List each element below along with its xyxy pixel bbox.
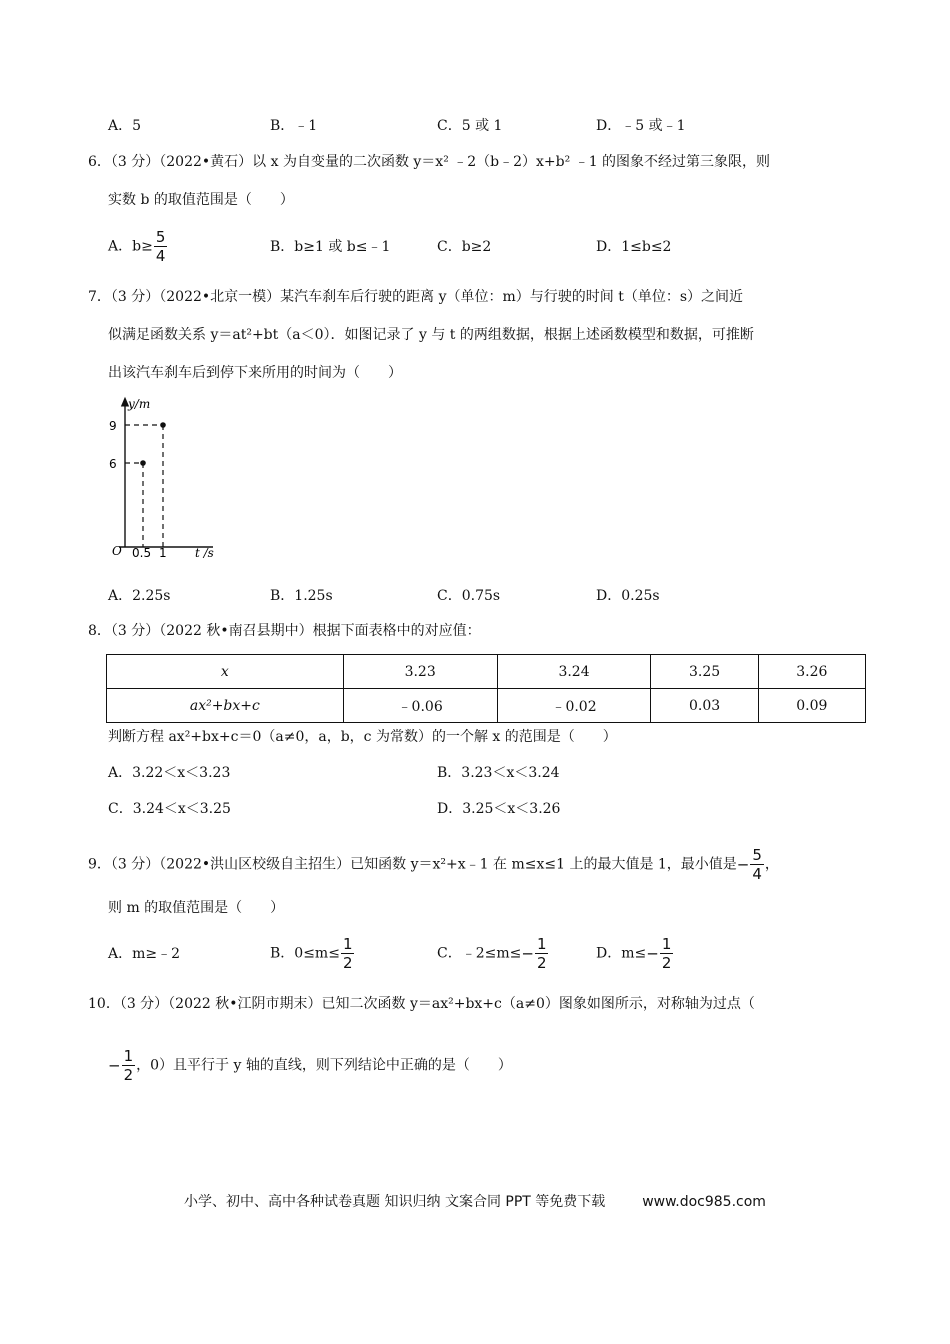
table-cell: 3.24 <box>497 655 651 689</box>
q9-option-c <box>437 935 549 972</box>
fraction-numerator: 5 <box>752 846 762 864</box>
table-cell: x <box>107 655 344 689</box>
fraction-denominator: 2 <box>123 1066 134 1084</box>
q8-value-table <box>106 654 866 723</box>
q9-stem-fraction <box>750 846 764 883</box>
q9-option-a: A．m≥﹣2 <box>108 946 181 962</box>
q9-option-d-prefix: D．m≤ <box>596 945 647 962</box>
q6-option-c: C．b≥2 <box>437 239 492 255</box>
q8-stem-line1: 8．（3 分）（2022 秋•南召县期中）根据下面表格中的对应值： <box>88 623 481 639</box>
point-1-9 <box>160 422 166 428</box>
q6-option-a-prefix: A．b≥ <box>108 238 153 255</box>
minus-sign: − <box>736 855 750 874</box>
table-row <box>107 689 866 723</box>
q10-stem-fraction <box>122 1047 136 1084</box>
q9-stem-line1: 9．（3 分）（2022•洪山区校级自主招生）已知函数 y＝x²+x﹣1 在 m≤x≤1 上的最大值是 1，最小值是− $\frac{5}{4}$ ， <box>88 846 779 883</box>
q7-stem-line2: 似满足函数关系 y＝at²+bt（a＜0）．如图记录了 y 与 t 的两组数据，根据上述函数模型和数据，可推断 <box>108 327 754 343</box>
q9-option-b <box>270 935 355 972</box>
q7-option-d: D．0.25s <box>596 588 660 604</box>
q5-option-d: D．﹣5 或﹣1 <box>596 118 686 134</box>
minus-sign: − <box>646 944 659 963</box>
q5-option-c: C．5 或 1 <box>437 118 503 134</box>
q9-option-b-fraction <box>341 935 355 972</box>
table-cell: 0.03 <box>651 689 758 723</box>
point-05-6 <box>140 460 146 466</box>
q8-option-b: B．3.23＜x＜3.24 <box>437 765 560 781</box>
q9-option-c-fraction <box>535 935 549 972</box>
fraction-numerator: 1 <box>342 935 353 953</box>
fraction-denominator: 2 <box>536 954 547 972</box>
q6-stem-line1: 6．（3 分）（2022•黄石）以 x 为自变量的二次函数 y＝x² ﹣2（b﹣2）x+b² ﹣1 的图象不经过第三象限，则 <box>88 154 771 170</box>
q9-option-c-prefix: C．﹣2≤m≤ <box>437 945 522 962</box>
q8-stem-line2: 判断方程 ax²+bx+c＝0（a≠0，a，b，c 为常数）的一个解 x 的范围是（ ） <box>108 729 617 745</box>
q6-stem-line2: 实数 b 的取值范围是（ ） <box>108 192 294 208</box>
q7-option-a: A．2.25s <box>108 588 171 604</box>
q7-graph <box>105 393 225 563</box>
q5-option-a: A．5 <box>108 118 142 134</box>
q6-option-b: B．b≥1 或 b≤﹣1 <box>270 239 391 255</box>
q10-stem-text: ，0）且平行于 y 轴的直线，则下列结论中正确的是（ ） <box>136 1057 512 1074</box>
table-cell: ax²+bx+c <box>107 689 344 723</box>
x-tick-1: 1 <box>159 546 167 560</box>
x-tick-05: 0.5 <box>132 546 152 560</box>
q6-option-d: D．1≤b≤2 <box>596 239 672 255</box>
footer-text: 小学、初中、高中各种试卷真题 知识归纳 文案合同 PPT 等免费下载 <box>184 1194 606 1210</box>
q9-stem-text: 9．（3 分）（2022•洪山区校级自主招生）已知函数 y＝x²+x﹣1 在 m≤x≤1 上的最大值是 1，最小值是 <box>88 856 737 873</box>
q9-option-b-prefix: B．0≤m≤ <box>270 945 340 962</box>
table-cell: ﹣0.06 <box>343 689 497 723</box>
q5-option-b: B．﹣1 <box>270 118 318 134</box>
footer-url[interactable]: www.doc985.com <box>642 1194 766 1210</box>
q9-option-d-fraction <box>660 935 674 972</box>
table-cell: 3.23 <box>343 655 497 689</box>
x-axis-label: t /s <box>195 546 214 560</box>
q7-stem-line3: 出该汽车刹车后到停下来所用的时间为（ ） <box>108 365 402 381</box>
y-axis-label: y/m <box>128 397 151 411</box>
q7-stem-line1: 7．（3 分）（2022•北京一模）某汽车刹车后行驶的距离 y（单位：m）与行驶的时间 t（单位：s）之间近 <box>88 289 744 305</box>
q7-option-b: B．1.25s <box>270 588 333 604</box>
q10-stem-line2 <box>108 1047 512 1084</box>
q8-option-c: C．3.24＜x＜3.25 <box>108 801 231 817</box>
fraction-denominator: 2 <box>661 954 672 972</box>
q7-option-c: C．0.75s <box>437 588 501 604</box>
fraction-denominator: 2 <box>342 954 353 972</box>
origin-label: O <box>112 544 122 558</box>
q6-option-a-fraction <box>154 228 168 265</box>
q9-stem-line2: 则 m 的取值范围是（ ） <box>108 900 285 916</box>
fraction-numerator: 1 <box>536 935 547 953</box>
y-tick-6: 6 <box>109 457 117 471</box>
minus-sign: − <box>521 944 534 963</box>
fraction-numerator: 5 <box>155 228 166 246</box>
q9-option-d <box>596 935 674 972</box>
fraction-denominator: 4 <box>155 247 166 265</box>
fraction-denominator: 4 <box>752 865 762 883</box>
table-row <box>107 655 866 689</box>
q8-option-d: D．3.25＜x＜3.26 <box>437 801 561 817</box>
q8-option-a: A．3.22＜x＜3.23 <box>108 765 231 781</box>
fraction-numerator: 1 <box>661 935 672 953</box>
page-footer <box>0 1191 950 1211</box>
table-cell: 3.25 <box>651 655 758 689</box>
minus-sign: − <box>108 1056 121 1075</box>
table-cell: ﹣0.02 <box>497 689 651 723</box>
table-cell: 0.09 <box>758 689 865 723</box>
q10-stem-line1: 10．（3 分）（2022 秋•江阴市期末）已知二次函数 y＝ax²+bx+c（a≠0）图象如图所示，对称轴为过点（ <box>88 996 755 1012</box>
q6-option-a <box>108 228 168 265</box>
table-cell: 3.26 <box>758 655 865 689</box>
y-tick-9: 9 <box>109 419 117 433</box>
fraction-numerator: 1 <box>123 1047 134 1065</box>
